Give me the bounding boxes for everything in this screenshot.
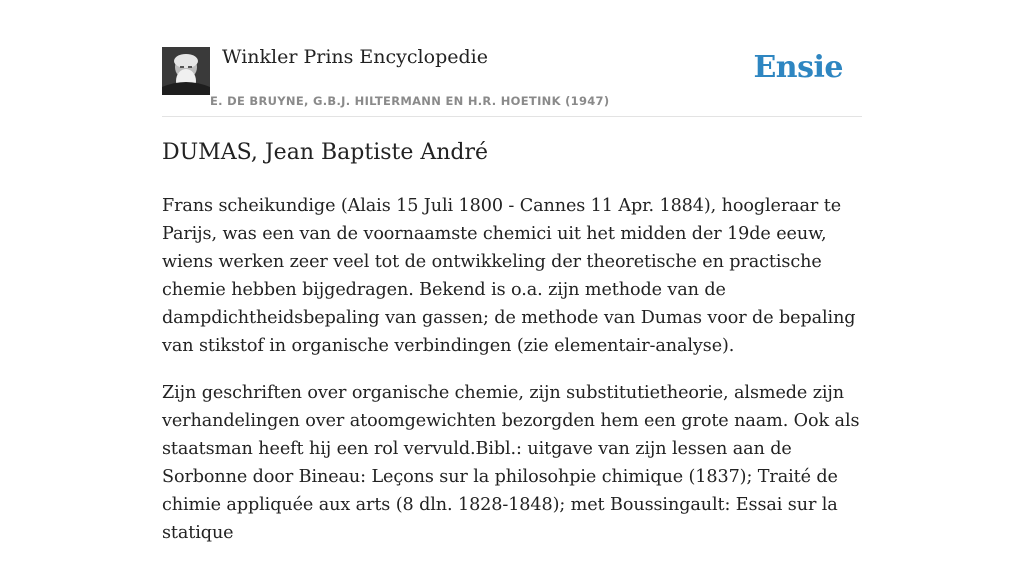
article-title: DUMAS, Jean Baptiste André [162,140,489,165]
article-paragraph: Zijn geschriften over organische chemie, zijn substitutietheorie, alsmede zijn verhandelingen over atoomgewichten bezorgden hem een grote naam. Ook als staatsman heeft hij een rol vervuld.Bibl.: uitgave van zijn lessen aan de Sorbonne door Bineau: Leçons sur la philosohpie chimique (1837); Traité de chimie appliquée aux arts (8 dln. 1828-1848); met Boussingault: Essai sur la statique [162,383,860,543]
brand-logo[interactable]: Ensie [753,50,843,85]
site-title[interactable]: Winkler Prins Encyclopedie [222,46,488,68]
page [162,0,862,543]
author-credits: E. DE BRUYNE, G.B.J. HILTERMANN EN H.R. HOETINK (1947) [210,94,610,108]
article-body [162,192,862,566]
article-paragraph: Frans scheikundige (Alais 15 Juli 1800 - Cannes 11 Apr. 1884), hoogleraar te Parijs, was een van de voornaamste chemici uit het midden der 19de eeuw, wiens werken zeer veel tot de ontwikkeling der theoretische en practische chemie hebben bijgedragen. Bekend is o.a. zijn methode van de dampdichtheidsbepaling van gassen; de methode van Dumas voor de bepaling van stikstof in organische verbindingen (zie elementair-analyse). [162,196,856,356]
author-avatar-icon [162,47,210,95]
site-header [162,0,862,117]
